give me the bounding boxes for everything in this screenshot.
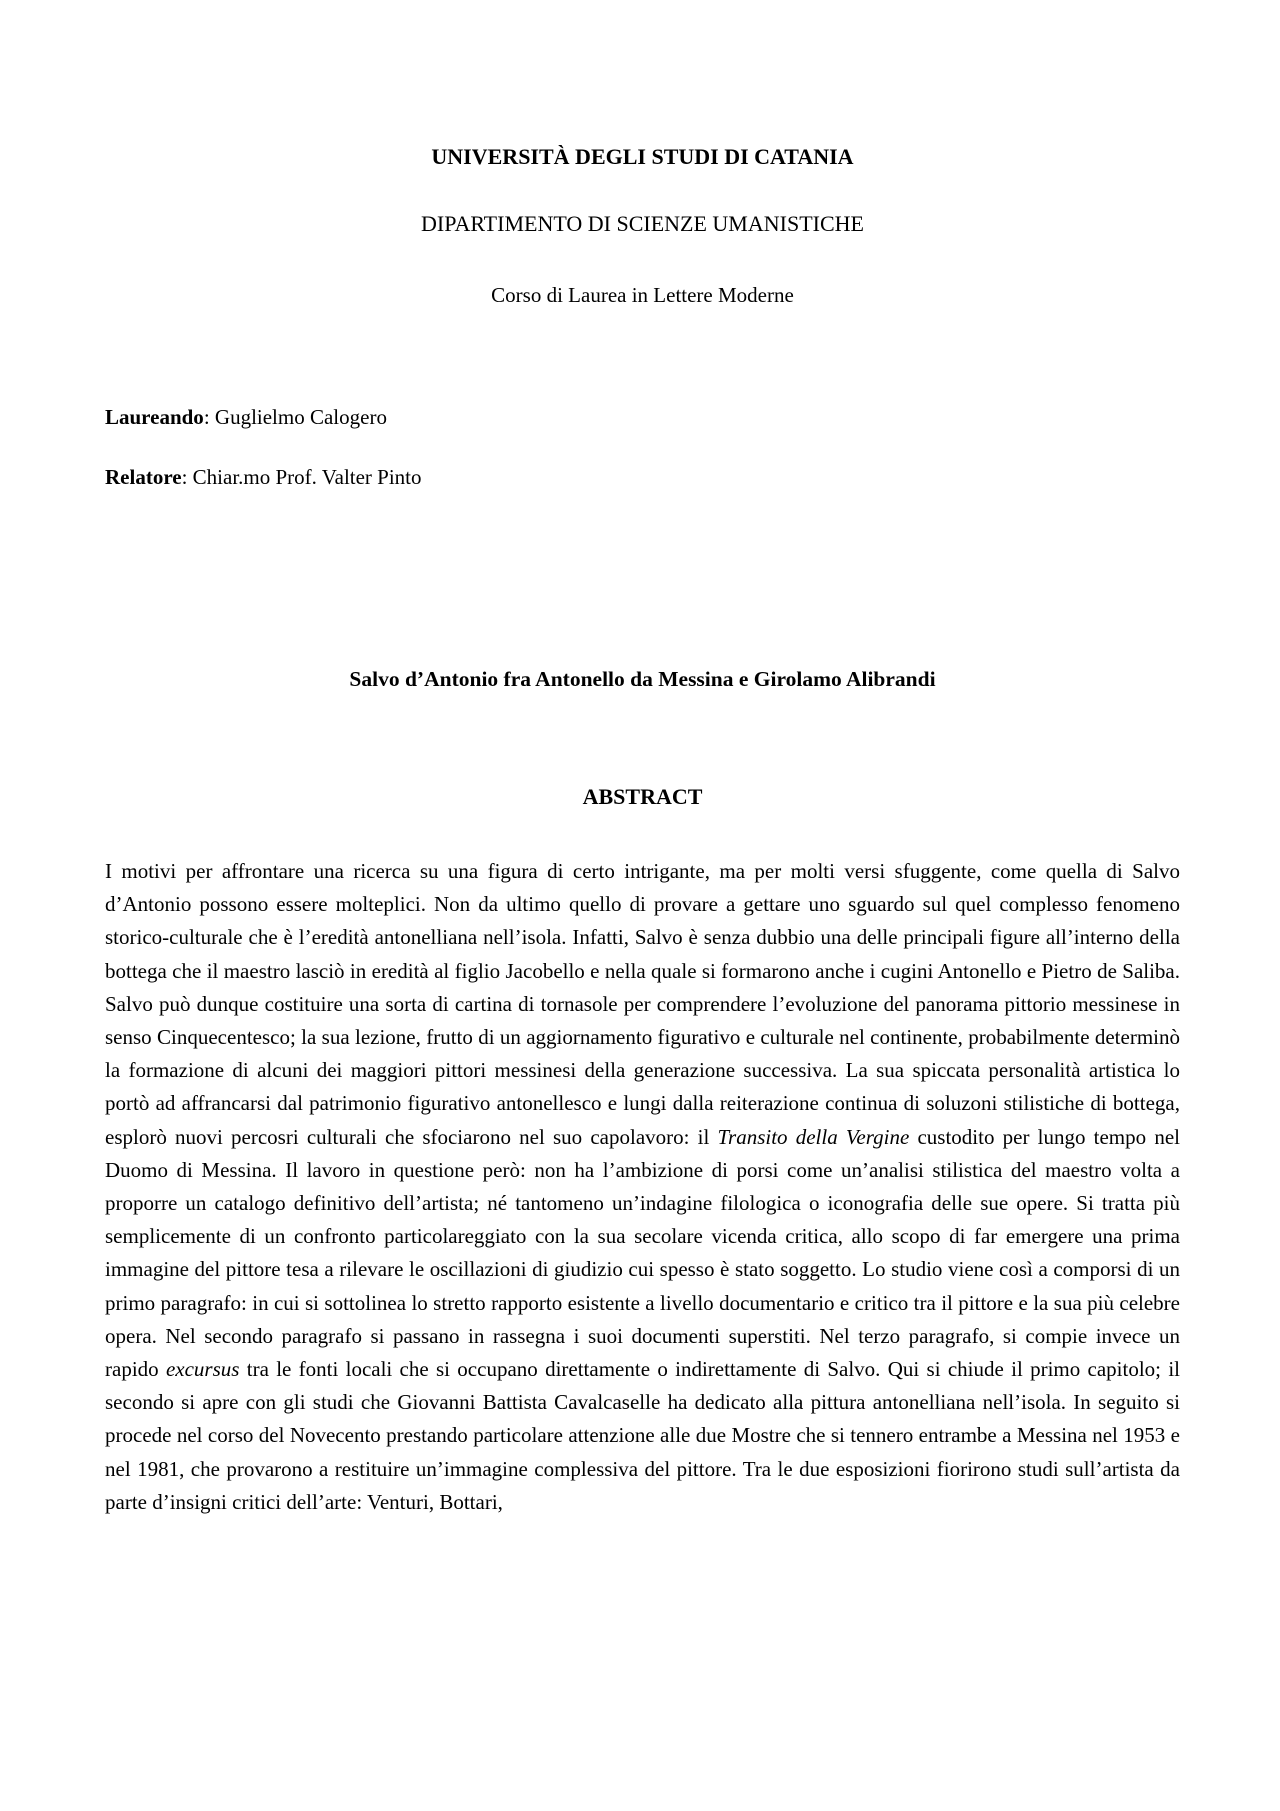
italic-work-title: Transito della Vergine	[717, 1124, 910, 1149]
laureando-line	[105, 404, 1180, 431]
abstract-text-run: custodito per lungo tempo nel Duomo di Messina. Il lavoro in questione però: non ha l’ambizione di porsi come un’analisi stilistica del maestro volta a proporre un catalogo definitivo dell’artista; né tantomeno un’indagine filologica o iconografia delle sue opere. Si tratta più semplicemente di un confronto particolareggiato con la sua secolare vicenda critica, allo scopo di far emergere una prima immagine del pittore tesa a rilevare le oscillazioni di giudizio cui spesso è stato soggetto. Lo studio viene così a comporsi di un primo paragrafo: in cui si sottolinea lo stretto rapporto esistente a livello documentario e critico tra il pittore e la sua più celebre opera. Nel secondo paragrafo si passano in rassegna i suoi documenti superstiti. Nel terzo paragrafo, si compie invece un rapido	[105, 1124, 1180, 1382]
abstract-text-run: tra le fonti locali che si occupano direttamente o indirettamente di Salvo. Qui si chiude il primo capitolo; il secondo si apre con gli studi che Giovanni Battista Cavalcaselle ha dedicato alla pittura antonelliana nell’isola. In seguito si procede nel corso del Novecento prestando particolare attenzione alle due Mostre che si tennero entrambe a Messina nel 1953 e nel 1981, che provarono a restituire un’immagine complessiva del pittore. Tra le due esposizioni fiorirono studi sull’artista da parte d’insigni critici dell’arte: Venturi, Bottari,	[105, 1357, 1180, 1514]
relatore-line	[105, 464, 1180, 491]
course-name: Corso di Laurea in Lettere Moderne	[491, 283, 794, 307]
italic-term: excursus	[165, 1357, 240, 1382]
abstract-heading: ABSTRACT	[582, 784, 703, 809]
laureando-label: Laureando	[105, 405, 204, 429]
thesis-title: Salvo d’Antonio fra Antonello da Messina e Girolamo Alibrandi	[349, 667, 936, 691]
relatore-value: : Chiar.mo Prof. Valter Pinto	[181, 465, 422, 489]
laureando-value: : Guglielmo Calogero	[203, 405, 387, 429]
university-name: UNIVERSITÀ DEGLI STUDI DI CATANIA	[431, 144, 854, 169]
abstract-paragraph	[105, 855, 1180, 1519]
abstract-text-run: I motivi per affrontare una ricerca su una figura di certo intrigante, ma per molti versi sfuggente, come quella di Salvo d’Antonio possono essere molteplici. Non da ultimo quello di provare a gettare uno sguardo sul quel complesso fenomeno storico-culturale che è l’eredità antonelliana nell’isola. Infatti, Salvo è senza dubbio una delle principali figure all’interno della bottega che il maestro lasciò in eredità al figlio Jacobello e nella quale si formarono anche i cugini Antonello e Pietro de Saliba. Salvo può dunque costituire una sorta di cartina di tornasole per comprendere l’evoluzione del panorama pittorio messinese in senso Cinquecentesco; la sua lezione, frutto di un aggiornamento figurativo e culturale nel continente, probabilmente determinò la formazione di alcuni dei maggiori pittori messinesi della generazione successiva. La sua spiccata personalità artistica lo portò ad affrancarsi dal patrimonio figurativo antonellesco e lungi dalla reiterazione continua di soluzoni stilistiche di bottega, esplorò nuovi percosri culturali che sfociarono nel suo capolavoro: il	[105, 859, 1180, 1149]
department-name: DIPARTIMENTO DI SCIENZE UMANISTICHE	[421, 211, 864, 236]
relatore-label: Relatore	[105, 465, 182, 489]
